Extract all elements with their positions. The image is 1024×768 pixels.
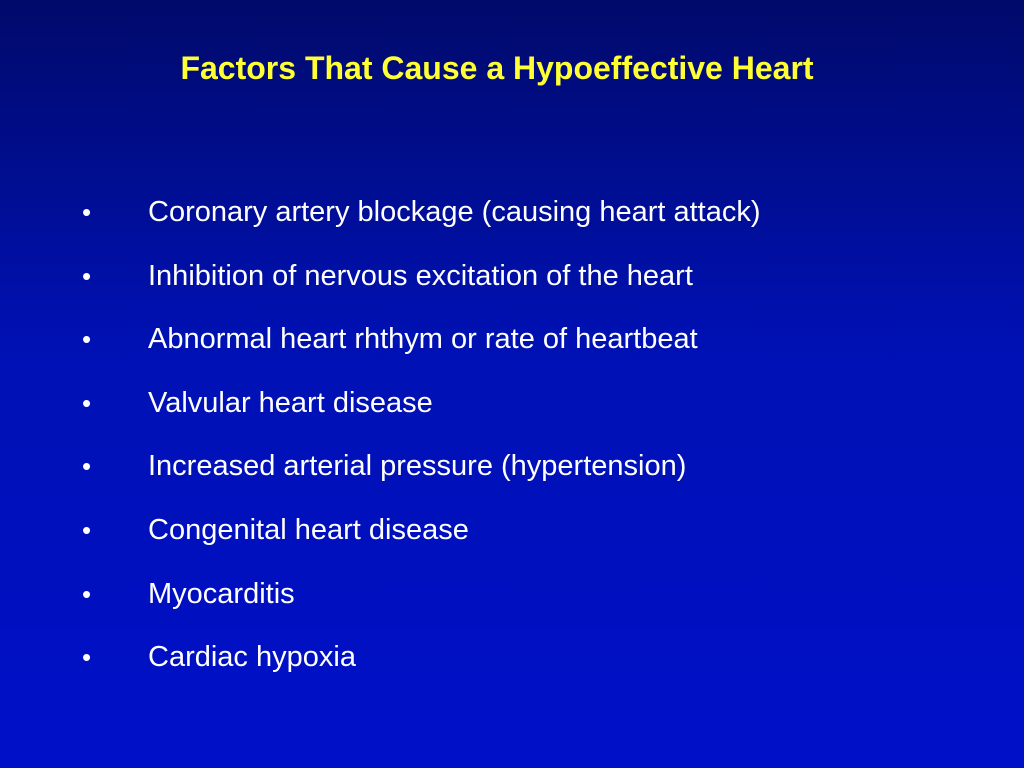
- list-item: [82, 444, 761, 508]
- list-item-text: Cardiac hypoxia: [148, 641, 356, 674]
- list-item-text: Abnormal heart rhthym or rate of heartbeat: [148, 323, 698, 356]
- list-item: [82, 635, 761, 699]
- list-item-text: Increased arterial pressure (hypertension): [148, 450, 687, 483]
- bullet-icon: •: [82, 324, 92, 355]
- bullet-icon: •: [82, 514, 92, 545]
- list-item: [82, 254, 761, 318]
- bullet-icon: •: [82, 451, 92, 482]
- bullet-icon: •: [82, 642, 92, 673]
- list-item: [82, 381, 761, 445]
- bullet-icon: •: [82, 260, 92, 291]
- list-item: [82, 508, 761, 572]
- list-item-text: Myocarditis: [148, 577, 295, 610]
- list-item-text: Inhibition of nervous excitation of the heart: [148, 259, 693, 292]
- bullet-icon: •: [82, 197, 92, 227]
- slide-title: Factors That Cause a Hypoeffective Heart: [180, 50, 814, 86]
- list-item: [82, 190, 761, 254]
- bullet-icon: •: [82, 578, 92, 609]
- list-item: [82, 572, 761, 636]
- list-item-text: Coronary artery blockage (causing heart attack): [148, 196, 761, 228]
- list-item-text: Valvular heart disease: [148, 386, 433, 419]
- list-item-text: Congenital heart disease: [148, 513, 469, 546]
- bullet-icon: •: [82, 387, 92, 418]
- bullet-list: [82, 190, 761, 699]
- list-item: [82, 317, 761, 381]
